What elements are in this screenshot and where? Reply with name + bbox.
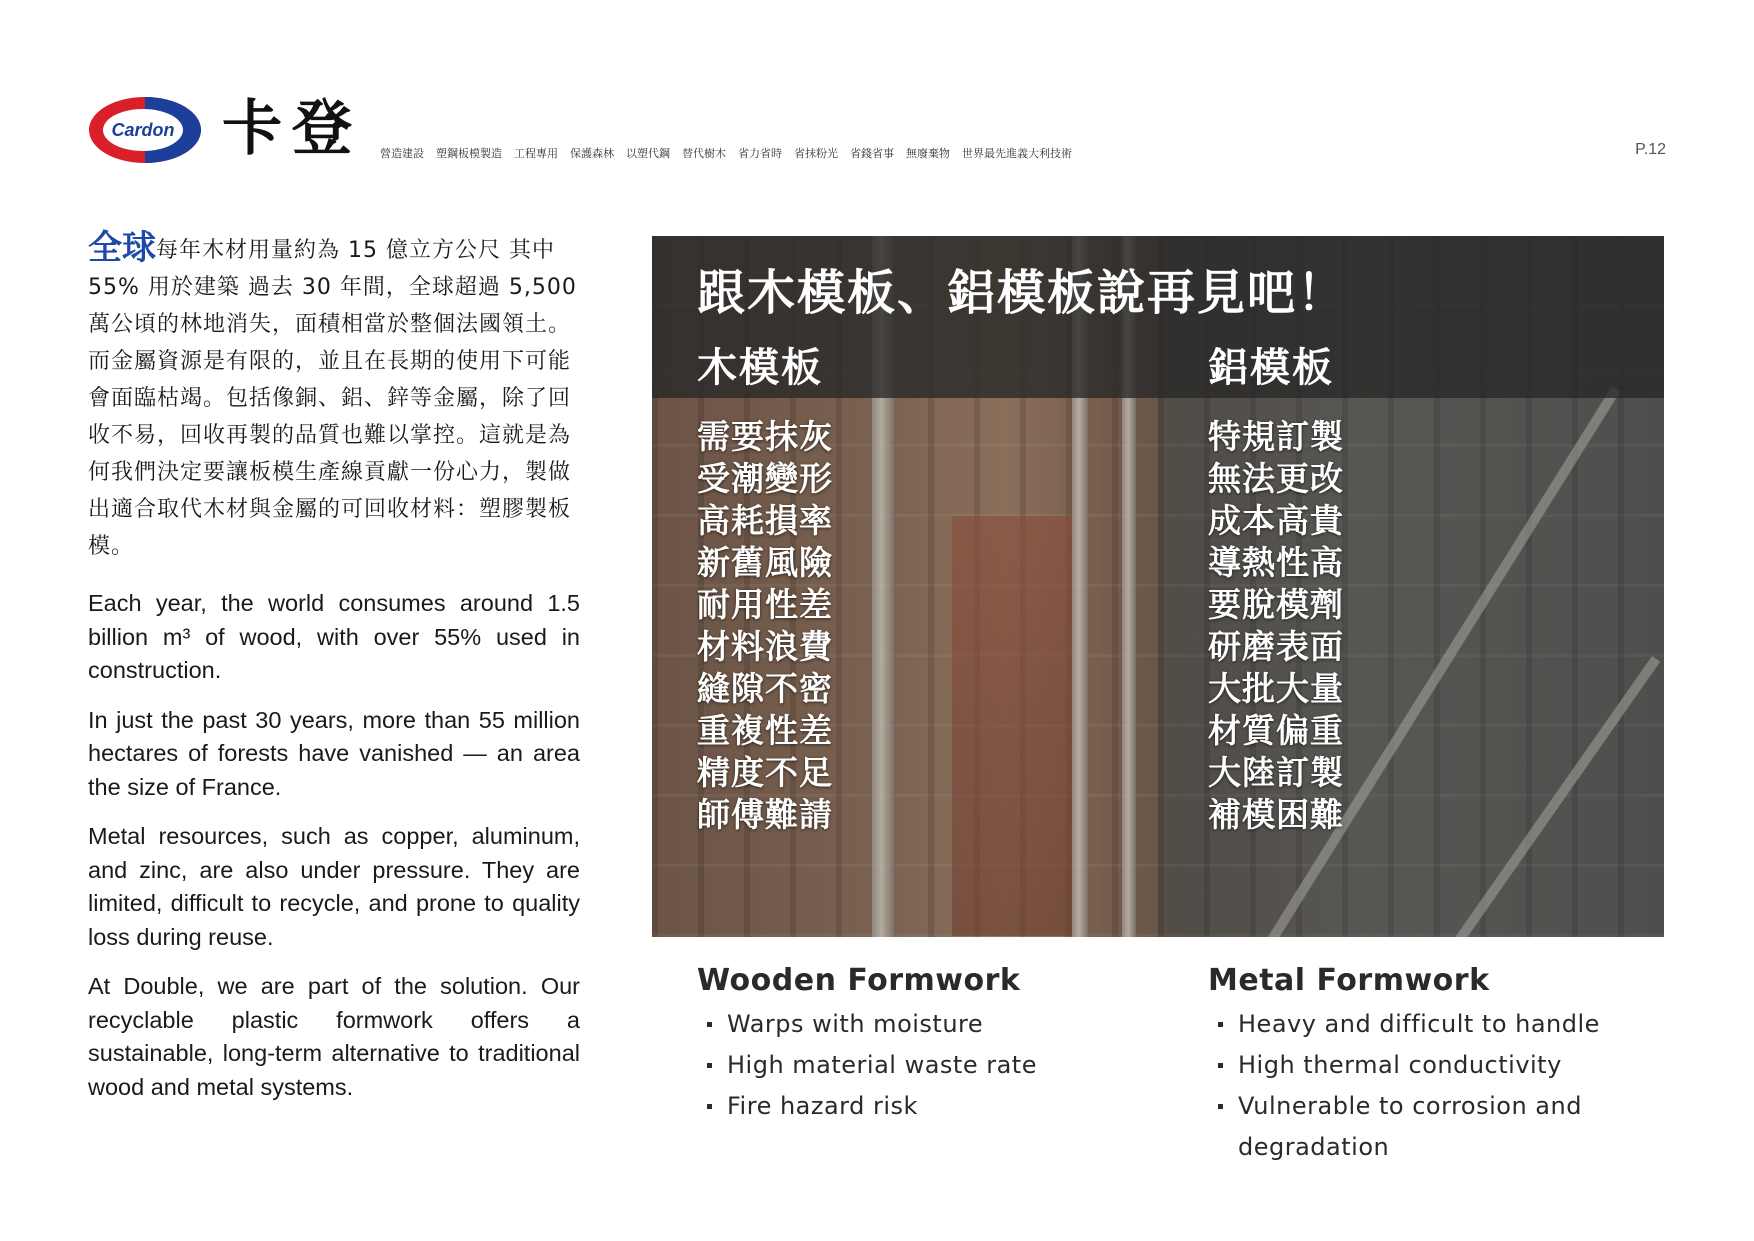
list-item: 特規訂製 (1208, 417, 1344, 456)
list-item: 研磨表面 (1208, 627, 1344, 666)
list-item: High thermal conductivity (1208, 1045, 1648, 1086)
zh-paragraph-1-body: 每年木材用量約為 15 億立方公尺 其中 55% 用於建築 過去 30 年間，全球超過 5,500 萬公頃的林地消失，面積相當於整個法國領土。 (88, 238, 577, 337)
list-item: 高耗損率 (697, 501, 833, 540)
tagline-item: 保護森林 (570, 147, 614, 160)
list-item: 受潮變形 (697, 459, 833, 498)
photo-texture (952, 516, 1072, 936)
wooden-formwork-list (697, 1004, 1037, 1127)
list-item: 師傅難請 (697, 795, 833, 834)
list-item: Fire hazard risk (697, 1086, 1037, 1127)
tagline-item: 替代樹木 (682, 147, 726, 160)
metal-column-heading: 鋁模板 (1208, 345, 1334, 391)
metal-formwork-summary (1208, 963, 1648, 1168)
cardon-logo-mark (88, 96, 203, 164)
list-item: 導熱性高 (1208, 543, 1344, 582)
list-item: 成本高貴 (1208, 501, 1344, 540)
wooden-formwork-summary (697, 963, 1037, 1127)
tagline-item: 無廢棄物 (906, 147, 950, 160)
list-item: Heavy and difficult to handle (1208, 1004, 1648, 1045)
list-item: 材質偏重 (1208, 711, 1344, 750)
cardon-logo (88, 96, 203, 164)
list-item: 補模困難 (1208, 795, 1344, 834)
metal-drawbacks-list (1208, 416, 1344, 836)
tagline-item: 以塑代鋼 (626, 147, 670, 160)
wooden-formwork-title: Wooden Formwork (697, 963, 1021, 998)
tagline-item: 省錢省事 (850, 147, 894, 160)
list-item: Vulnerable to corrosion and degradation (1208, 1086, 1648, 1168)
tagline-item: 世界最先進義大利技術 (962, 147, 1072, 160)
zh-lead-word: 全球 (88, 228, 156, 268)
tagline-item: 工程專用 (514, 147, 558, 160)
list-item: 縫隙不密 (697, 669, 833, 708)
metal-formwork-title: Metal Formwork (1208, 963, 1490, 998)
panel-title: 跟木模板、鋁模板說再見吧！ (697, 265, 1348, 321)
formwork-photo-panel (652, 236, 1664, 937)
list-item: High material waste rate (697, 1045, 1037, 1086)
intro-text-column (88, 230, 580, 1120)
list-item: 需要抹灰 (697, 417, 833, 456)
tagline-item: 省力省時 (738, 147, 782, 160)
list-item: 大批大量 (1208, 669, 1344, 708)
zh-paragraph-2: 而金屬資源是有限的，並且在長期的使用下可能會面臨枯竭。包括像銅、鋁、鋅等金屬，除了回收不易，回收再製的品質也難以掌控。這就是為何我們決定要讓板模生產線貢獻一份心力，製做出適合取代木材與金屬的可回收材料：塑膠製板模。 (88, 349, 572, 559)
list-item: Warps with moisture (697, 1004, 1037, 1045)
en-paragraph-2: In just the past 30 years, more than 55 million hectares of forests have vanished — an area the size of France. (88, 706, 580, 800)
en-paragraph-1: Each year, the world consumes around 1.5 billion m³ of wood, with over 55% used in construction. (88, 590, 580, 683)
list-item: 大陸訂製 (1208, 753, 1344, 792)
tagline-bar (380, 145, 1072, 161)
logo-mark-text: Cardon (111, 120, 175, 140)
list-item: 耐用性差 (697, 585, 833, 624)
zh-paragraph-1 (88, 230, 580, 343)
tagline-item: 塑鋼板模製造 (436, 147, 502, 160)
list-item: 材料浪費 (697, 627, 833, 666)
page-number: P.12 (1635, 141, 1666, 158)
en-paragraph-3: Metal resources, such as copper, aluminum, and zinc, are also under pressure. They are limited, difficult to recycle, and prone to quality loss during reuse. (88, 823, 580, 950)
list-item: 精度不足 (697, 753, 833, 792)
tagline-item: 省抹粉光 (794, 147, 838, 160)
list-item: 重複性差 (697, 711, 833, 750)
en-paragraph-4: At Double, we are part of the solution. Our recyclable plastic formwork offers a sustainable, long-term alternative to traditional wood and metal systems. (88, 973, 580, 1100)
tagline-item: 營造建設 (380, 147, 424, 160)
metal-formwork-list (1208, 1004, 1648, 1168)
brand-name: 卡登 (222, 94, 362, 164)
list-item: 要脫模劑 (1208, 585, 1344, 624)
list-item: 無法更改 (1208, 459, 1344, 498)
list-item: 新舊風險 (697, 543, 833, 582)
wood-column-heading: 木模板 (697, 345, 823, 391)
wood-drawbacks-list (697, 416, 833, 836)
